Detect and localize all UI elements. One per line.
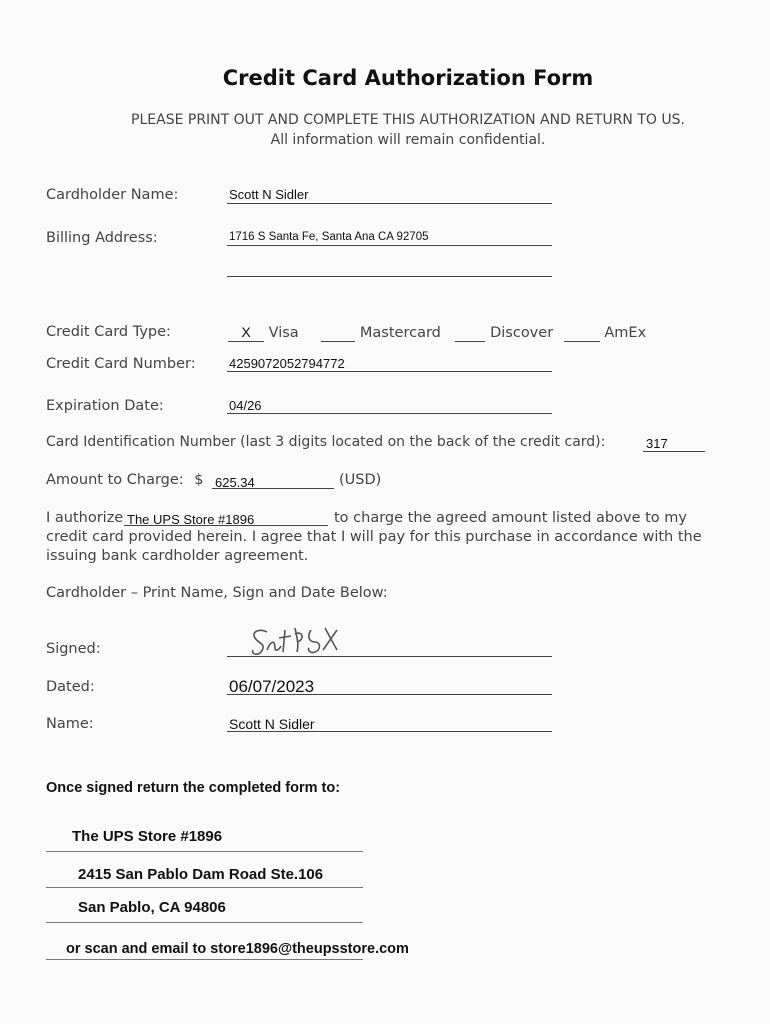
visa-mark: X bbox=[241, 324, 251, 340]
cardholder-name-label: Cardholder Name: bbox=[46, 187, 179, 203]
visa-option-label: Visa bbox=[268, 325, 299, 341]
authorization-prefix: I authorize bbox=[46, 510, 124, 526]
amex-checkbox[interactable] bbox=[564, 325, 600, 342]
return-email[interactable]: or scan and email to store1896@theupsstore.com bbox=[66, 941, 409, 957]
name-label: Name: bbox=[46, 716, 94, 732]
cin-line bbox=[643, 451, 705, 452]
form-instructions: PLEASE PRINT OUT AND COMPLETE THIS AUTHORIZATION AND RETURN TO US. bbox=[131, 112, 685, 128]
name-line bbox=[227, 731, 552, 732]
mastercard-checkbox[interactable] bbox=[321, 325, 355, 342]
amount-value[interactable]: 625.34 bbox=[215, 475, 255, 490]
dated-label: Dated: bbox=[46, 679, 95, 695]
dated-value[interactable]: 06/07/2023 bbox=[229, 677, 315, 696]
discover-checkbox[interactable] bbox=[455, 325, 485, 342]
amount-unit: (USD) bbox=[339, 472, 382, 488]
cin-value[interactable]: 317 bbox=[646, 436, 668, 451]
billing-address-label: Billing Address: bbox=[46, 230, 158, 246]
expiration-line bbox=[227, 413, 552, 414]
amount-label bbox=[46, 472, 204, 488]
card-number-value[interactable]: 4259072052794772 bbox=[229, 356, 345, 371]
billing-address-value[interactable]: 1716 S Santa Fe, Santa Ana CA 92705 bbox=[229, 231, 429, 243]
name-value[interactable]: Scott N Sidler bbox=[229, 716, 315, 732]
authorization-merchant[interactable]: The UPS Store #1896 bbox=[127, 512, 255, 527]
dated-line bbox=[227, 694, 552, 695]
billing-address-line-1 bbox=[227, 245, 552, 246]
return-email-line bbox=[46, 959, 363, 960]
amex-option-label: AmEx bbox=[604, 325, 647, 341]
cin-label: Card Identification Number (last 3 digits located on the back of the credit card): bbox=[46, 434, 606, 450]
authorization-line-2: credit card provided herein. I agree that I will pay for this purchase in accordance with the bbox=[46, 529, 702, 545]
return-heading: Once signed return the completed form to: bbox=[46, 780, 341, 796]
signature-image[interactable] bbox=[245, 620, 345, 660]
card-number-label: Credit Card Number: bbox=[46, 356, 196, 372]
cardholder-name-value[interactable]: Scott N Sidler bbox=[229, 187, 309, 202]
billing-address-line-2 bbox=[227, 276, 552, 277]
return-store-line bbox=[46, 851, 363, 852]
expiration-value[interactable]: 04/26 bbox=[229, 398, 262, 413]
visa-checkbox[interactable] bbox=[228, 324, 264, 342]
expiration-label: Expiration Date: bbox=[46, 398, 164, 414]
return-store: The UPS Store #1896 bbox=[72, 828, 223, 845]
card-number-line bbox=[227, 371, 552, 372]
form-title: Credit Card Authorization Form bbox=[222, 66, 594, 90]
return-street-line bbox=[46, 887, 363, 888]
signed-line bbox=[227, 656, 552, 657]
signed-label: Signed: bbox=[46, 641, 101, 657]
confidentiality-note: All information will remain confidential. bbox=[270, 132, 546, 148]
amount-label-text: Amount to Charge: bbox=[46, 472, 184, 488]
amount-line bbox=[212, 488, 334, 489]
authorization-suffix: to charge the agreed amount listed above to my bbox=[334, 510, 687, 526]
card-type-label: Credit Card Type: bbox=[46, 324, 171, 340]
discover-option-label: Discover bbox=[490, 325, 554, 341]
mastercard-option-label: Mastercard bbox=[359, 325, 441, 341]
cardholder-name-line bbox=[227, 203, 552, 204]
return-city-line bbox=[46, 922, 363, 923]
return-street: 2415 San Pablo Dam Road Ste.106 bbox=[78, 866, 324, 883]
sign-heading: Cardholder – Print Name, Sign and Date Below: bbox=[46, 585, 388, 601]
currency-symbol: $ bbox=[194, 472, 204, 488]
return-city: San Pablo, CA 94806 bbox=[78, 899, 226, 916]
authorization-merchant-line bbox=[124, 525, 328, 526]
authorization-line-3: issuing bank cardholder agreement. bbox=[46, 548, 309, 564]
card-type-options bbox=[228, 324, 646, 342]
